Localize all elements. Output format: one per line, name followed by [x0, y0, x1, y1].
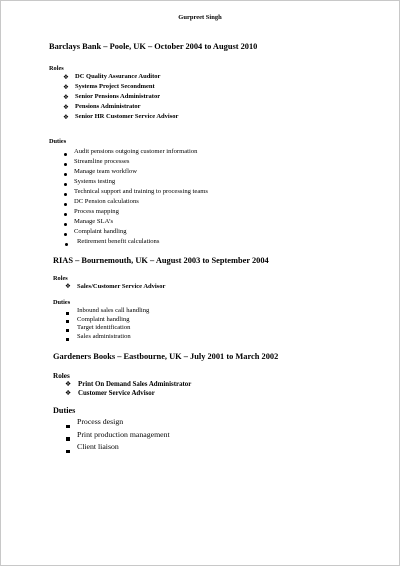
list-item: Print production management	[65, 429, 170, 442]
diamond-bullet-icon: ❖	[65, 380, 72, 388]
diamond-bullet-icon: ❖	[63, 103, 69, 111]
list-item: ❖ DC Quality Assurance Auditor	[63, 73, 161, 81]
list-item: Manage team workflow	[63, 167, 208, 177]
square-bullet-icon	[66, 445, 70, 458]
roles-list	[63, 72, 178, 122]
duties-label: Duties	[53, 299, 71, 306]
list-item: Systems testing	[63, 177, 208, 187]
company-heading-gardeners: Gardeners Books – Eastbourne, UK – July 2001 to March 2002	[53, 352, 279, 361]
diamond-bullet-icon: ❖	[65, 389, 72, 397]
roles-label: Roles	[49, 65, 64, 72]
list-item: Streamline processes	[63, 157, 208, 167]
company-heading-rias: RIAS – Bournemouth, UK – August 2003 to September 2004	[53, 256, 269, 265]
diamond-bullet-icon: ❖	[63, 113, 69, 121]
square-bullet-icon	[66, 336, 69, 345]
list-item: Client liaison	[65, 441, 170, 454]
list-item: Sales administration	[65, 333, 149, 342]
list-item: Process design	[65, 416, 170, 429]
diamond-bullet-icon: ❖	[63, 93, 69, 101]
company-heading-barclays: Barclays Bank – Poole, UK – October 2004 to August 2010	[49, 42, 258, 51]
list-item: ❖ Print On Demand Sales Administrator	[65, 380, 192, 388]
list-item: Target identification	[65, 324, 149, 333]
roles-list	[65, 282, 165, 291]
list-item: Inbound sales call handling	[65, 307, 149, 316]
roles-label: Roles	[53, 372, 70, 380]
duties-label: Duties	[53, 406, 76, 415]
duties-label: Duties	[49, 138, 67, 145]
round-bullet-icon	[65, 240, 68, 250]
list-item: ❖ Pensions Administrator	[63, 103, 141, 111]
duties-list	[63, 147, 208, 247]
list-item: Audit pensions outgoing customer information	[63, 147, 208, 157]
diamond-bullet-icon: ❖	[63, 73, 69, 81]
duties-list	[65, 416, 170, 454]
roles-list	[65, 380, 191, 398]
roles-label: Roles	[53, 275, 68, 282]
list-item: ❖ Systems Project Secondment	[63, 83, 155, 91]
list-item: Technical support and training to processing teams	[63, 187, 208, 197]
diamond-bullet-icon: ❖	[63, 83, 69, 91]
duties-list	[65, 307, 149, 342]
list-item: ❖ Senior Pensions Administrator	[63, 93, 161, 101]
list-item: Complaint handling	[65, 316, 149, 325]
list-item: DC Pension calculations	[63, 197, 208, 207]
diamond-bullet-icon: ❖	[65, 282, 71, 290]
list-item: Retirement benefit calculations	[63, 237, 208, 247]
list-item: Complaint handling	[63, 227, 208, 237]
list-item: ❖ Senior HR Customer Service Advisor	[63, 113, 179, 121]
list-item: ❖ Customer Service Advisor	[65, 389, 155, 397]
list-item: Manage SLA’s	[63, 217, 208, 227]
list-item: Process mapping	[63, 207, 208, 217]
list-item: ❖ Sales/Customer Service Advisor	[65, 282, 166, 290]
resume-name: Gurpreet Singh	[178, 14, 222, 21]
